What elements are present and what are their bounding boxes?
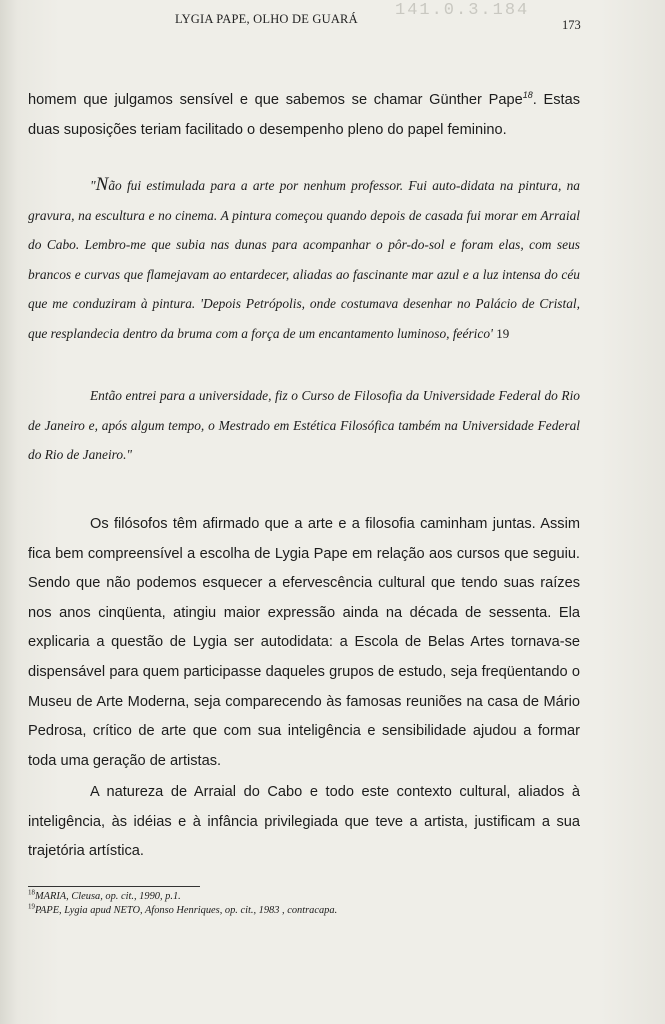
- footnote-19-text: PAPE, Lygia apud NETO, Afonso Henriques, op. cit., 1983 , contracapa.: [35, 905, 338, 916]
- paragraph-1-text-b: . Estas duas suposições teriam facilitado o desempenho pleno do papel feminino.: [28, 92, 580, 138]
- block-quote-1: [28, 170, 580, 349]
- footnote-18-number: 18: [28, 888, 35, 897]
- paragraph-1: [28, 86, 580, 145]
- paragraph-1-text-a: homem que julgamos sensível e que sabemos se chamar Günther Pape: [28, 92, 523, 108]
- quote-initial: N: [95, 174, 109, 195]
- footnote-19-number: 19: [28, 902, 35, 911]
- paragraph-3: A natureza de Arraial do Cabo e todo este contexto cultural, aliados à inteligência, às idéias e à infância privilegiada que teve a artista, justificam a sua trajetória artística.: [28, 784, 580, 860]
- footnote-18-text: MARIA, Cleusa, op. cit., 1990, p.1.: [35, 891, 181, 902]
- footnotes: [28, 890, 588, 918]
- footnote-divider: [28, 886, 200, 887]
- quote-2-text: Então entrei para a universidade, fiz o Curso de Filosofia da Universidade Federal do Rio de Janeiro e, após algum tempo, o Mestrado em Estética Filosófica também na Universidade Federal do Rio de Janeiro.": [28, 388, 580, 463]
- paragraph-2: Os filósofos têm afirmado que a arte e a filosofia caminham juntas. Assim fica bem compreensível a escolha de Lygia Pape em relação aos cursos que seguiu. Sendo que não podemos esquecer a efervescência cultural que tendo suas raízes nos anos cinqüenta, atingiu maior expressão ainda na década de sessenta. Ela explicaria a questão de Lygia ser autodidata: a Escola de Belas Artes tornava-se dispensável para quem participasse daqueles grupos de estudo, seja freqüentando o Museu de Arte Moderna, seja comparecendo às famosas reuniões na casa de Mário Pedrosa, crítico de arte que com sua inteligência e sensibilidade ajudou a formar toda uma geração de artistas.: [28, 516, 580, 769]
- footnote-ref-18: 18: [522, 90, 533, 101]
- running-title: LYGIA PAPE, OLHO DE GUARÁ: [175, 12, 358, 26]
- footnote-18: [28, 890, 588, 904]
- block-quote-2: [28, 381, 580, 470]
- page-number: 173: [562, 18, 581, 32]
- footnote-ref-19: 19: [496, 325, 510, 341]
- archive-stamp: 141.0.3.184: [395, 1, 530, 20]
- footnote-19: [28, 904, 588, 918]
- quote-open-mark: ": [90, 178, 96, 193]
- quote-1-text: ão fui estimulada para a arte por nenhum professor. Fui auto-didata na pintura, na gravura, na escultura e no cinema. A pintura começou quando depois de casada fui morar em Arraial do Cabo. Lembro-me que subia nas dunas para acompanhar o pôr-do-sol e foram elas, com seus brancos e curvas que flamejavam ao entardecer, aliadas ao fascinante mar azul e a luz intensa do céu que me conduziram à pintura. 'Depois Petrópolis, onde costumava desenhar no Palácio de Cristal, que resplandecia dentro da bruma com a força de um encantamento luminoso, feérico': [28, 178, 580, 341]
